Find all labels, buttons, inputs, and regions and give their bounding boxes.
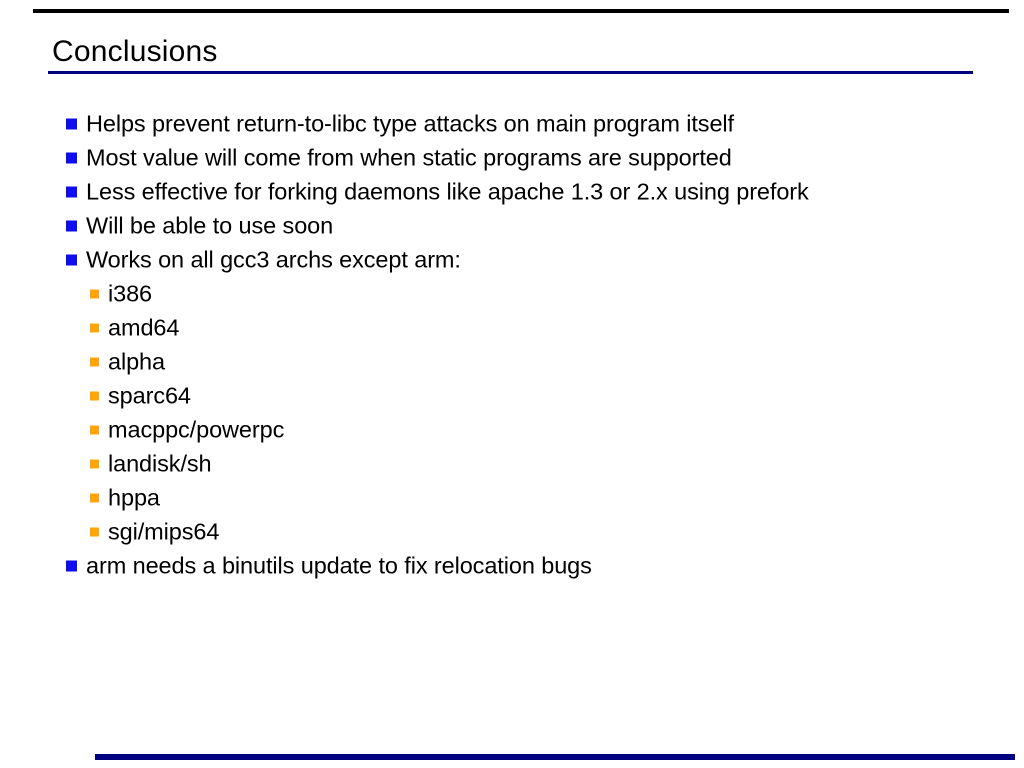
bullet-square-icon: [90, 392, 99, 401]
bottom-progress-bar: [95, 754, 1015, 760]
bullet-item: [0, 515, 1024, 549]
bullet-text: Works on all gcc3 archs except arm:: [86, 246, 461, 273]
bullet-text: sgi/mips64: [108, 518, 220, 545]
bullet-text: landisk/sh: [108, 450, 212, 477]
bullet-item: [0, 107, 1024, 141]
bullet-text: i386: [108, 280, 153, 307]
bullet-square-icon: [66, 561, 77, 572]
bullet-square-icon: [90, 528, 99, 537]
bullet-item: [0, 277, 1024, 311]
slide-title: Conclusions: [52, 35, 218, 68]
bullet-text: amd64: [108, 314, 180, 341]
bullet-text: Helps prevent return-to-libc type attacks on main program itself: [86, 110, 734, 137]
bullet-list: [0, 107, 1024, 583]
bullet-item: [0, 141, 1024, 175]
bullet-square-icon: [90, 494, 99, 503]
bullet-item: [0, 413, 1024, 447]
bullet-text: sparc64: [108, 382, 191, 409]
bullet-item: [0, 549, 1024, 583]
bullet-text: arm needs a binutils update to fix relocation bugs: [86, 552, 592, 579]
bullet-square-icon: [66, 255, 77, 266]
title-underline: [48, 71, 973, 74]
bullet-text: alpha: [108, 348, 165, 375]
bullet-item: [0, 379, 1024, 413]
bullet-text: macppc/powerpc: [108, 416, 285, 443]
bullet-square-icon: [90, 290, 99, 299]
bullet-text: Will be able to use soon: [86, 212, 334, 239]
top-rule: [33, 9, 1009, 13]
bullet-square-icon: [90, 324, 99, 333]
bullet-item: [0, 447, 1024, 481]
bullet-item: [0, 345, 1024, 379]
bullet-text: Most value will come from when static programs are supported: [86, 144, 732, 171]
bullet-square-icon: [66, 221, 77, 232]
bullet-item: [0, 481, 1024, 515]
bullet-item: [0, 175, 1024, 209]
bullet-item: [0, 311, 1024, 345]
bullet-item: [0, 209, 1024, 243]
bullet-square-icon: [90, 358, 99, 367]
bullet-square-icon: [66, 153, 77, 164]
bullet-square-icon: [90, 460, 99, 469]
bullet-square-icon: [66, 119, 77, 130]
bullet-item: [0, 243, 1024, 277]
bullet-square-icon: [90, 426, 99, 435]
bullet-text: Less effective for forking daemons like apache 1.3 or 2.x using prefork: [86, 178, 809, 205]
bullet-text: hppa: [108, 484, 160, 511]
bullet-square-icon: [66, 187, 77, 198]
